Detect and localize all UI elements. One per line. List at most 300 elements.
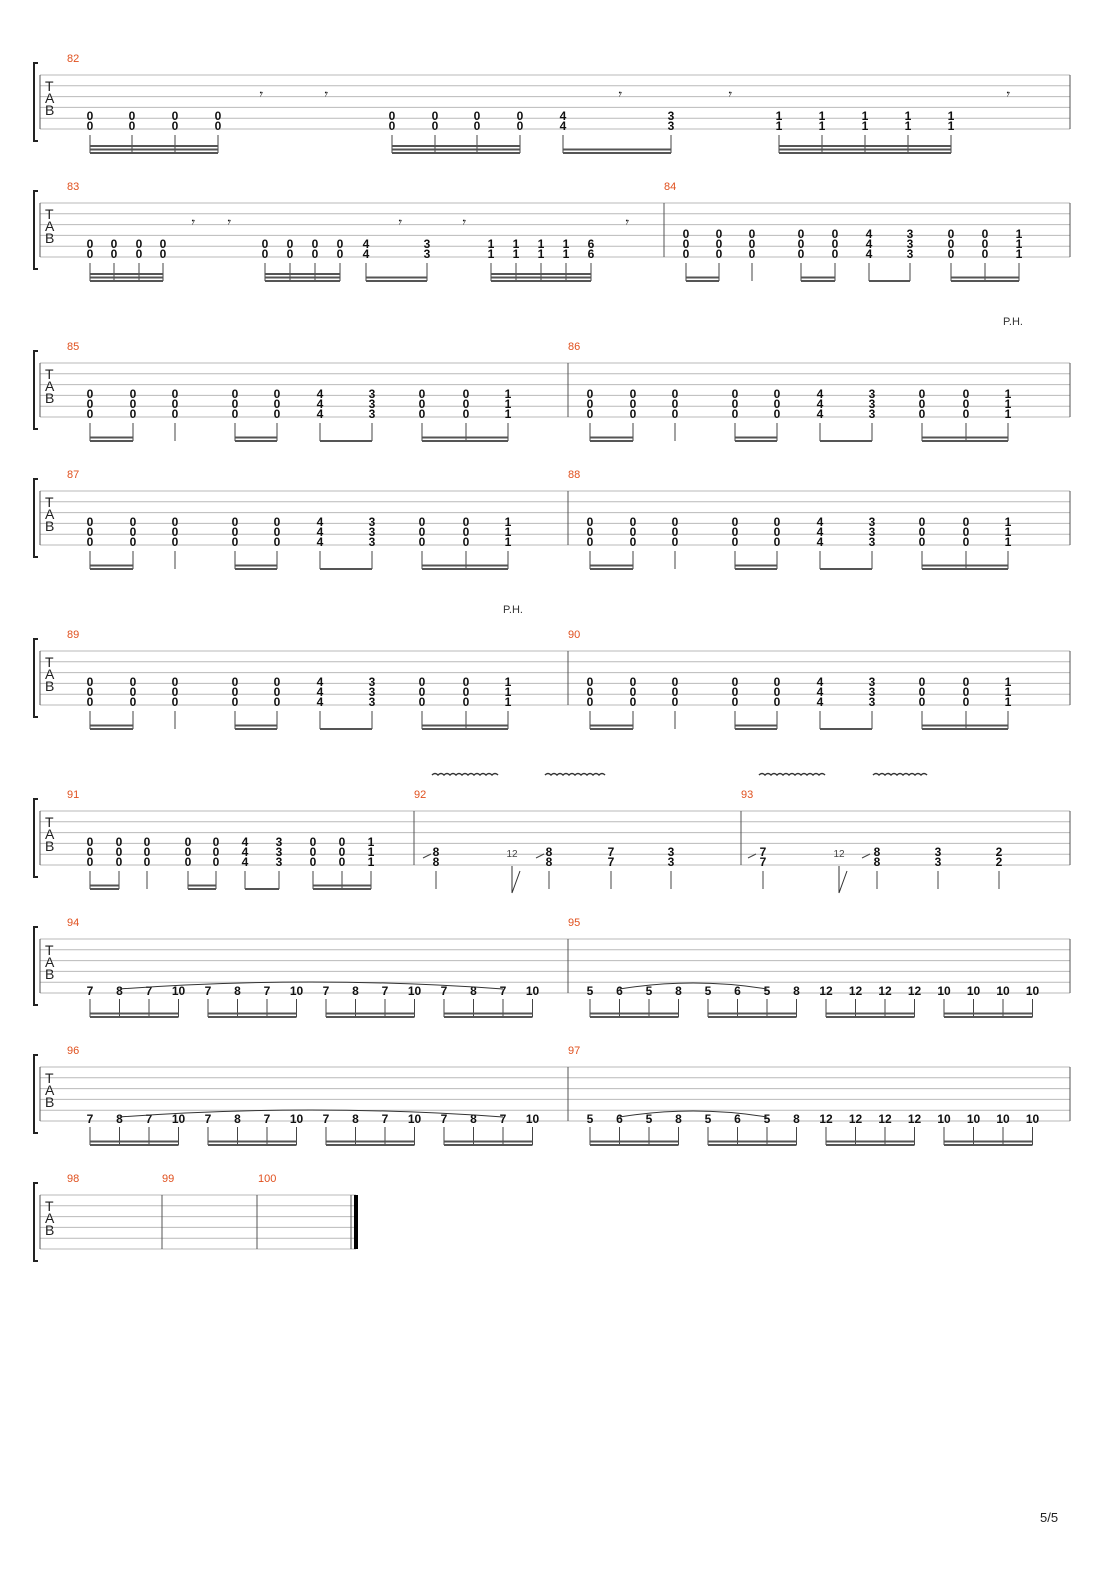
fret-number: 4 bbox=[865, 237, 873, 251]
fret-number: 1 bbox=[1004, 685, 1012, 699]
tremolo-mark bbox=[839, 866, 847, 893]
fret-number: 7 bbox=[263, 984, 271, 998]
fret-number: 3 bbox=[868, 525, 876, 539]
fret-number: 0 bbox=[671, 525, 679, 539]
fret-number: 0 bbox=[273, 407, 281, 421]
fret-number: 0 bbox=[135, 237, 143, 251]
fret-number: 0 bbox=[962, 535, 970, 549]
fret-number: 1 bbox=[1015, 237, 1023, 251]
vibrato-mark bbox=[432, 774, 498, 776]
fret-number: 0 bbox=[311, 247, 319, 261]
fret-number: 8 bbox=[116, 1112, 123, 1126]
fret-number: 0 bbox=[171, 119, 179, 133]
fret-number: 7 bbox=[145, 1112, 153, 1126]
fret-number: 8 bbox=[545, 855, 553, 869]
fret-number: 0 bbox=[731, 387, 739, 401]
fret-number: 0 bbox=[231, 397, 239, 411]
fret-number: 8 bbox=[675, 984, 682, 998]
measure-number: 87 bbox=[67, 469, 80, 481]
fret-number: 0 bbox=[431, 119, 439, 133]
fret-number: 0 bbox=[143, 835, 151, 849]
fret-number: 0 bbox=[231, 695, 239, 709]
measure-number: 94 bbox=[67, 917, 80, 929]
fret-number: 3 bbox=[275, 845, 283, 859]
fret-number: 0 bbox=[586, 685, 594, 699]
fret-number: 3 bbox=[368, 675, 376, 689]
rest-symbol: 𝄾 bbox=[323, 87, 327, 103]
staff-bracket bbox=[34, 351, 38, 429]
tab-clef-a: A bbox=[45, 90, 55, 106]
fret-number: 1 bbox=[487, 237, 495, 251]
page-number: 5/5 bbox=[1040, 1510, 1059, 1525]
fret-number: 4 bbox=[816, 685, 824, 699]
fret-number: 5 bbox=[645, 1112, 653, 1126]
fret-number: 0 bbox=[418, 525, 426, 539]
fret-number: 0 bbox=[171, 407, 179, 421]
fret-number: 0 bbox=[586, 675, 594, 689]
fret-number: 0 bbox=[462, 407, 470, 421]
fret-number: 0 bbox=[418, 685, 426, 699]
fret-number: 4 bbox=[316, 407, 324, 421]
fret-number: 0 bbox=[731, 525, 739, 539]
fret-number: 8 bbox=[432, 855, 440, 869]
fret-number: 0 bbox=[773, 407, 781, 421]
tab-clef-a: A bbox=[45, 506, 55, 522]
fret-number: 7 bbox=[204, 984, 212, 998]
fret-number: 6 bbox=[587, 247, 595, 261]
fret-number: 4 bbox=[816, 515, 824, 529]
tab-clef-a: A bbox=[45, 1210, 55, 1226]
fret-number: 0 bbox=[629, 397, 637, 411]
fret-number: 0 bbox=[671, 397, 679, 411]
fret-number: 0 bbox=[86, 109, 94, 123]
fret-number: 0 bbox=[962, 685, 970, 699]
fret-number: 10 bbox=[996, 1112, 1010, 1126]
fret-number: 3 bbox=[368, 535, 376, 549]
fret-number: 0 bbox=[715, 227, 723, 241]
fret-number: 0 bbox=[231, 525, 239, 539]
tab-clef-a: A bbox=[45, 954, 55, 970]
fret-number: 0 bbox=[629, 525, 637, 539]
fret-number: 0 bbox=[418, 675, 426, 689]
fret-number: 0 bbox=[129, 515, 137, 529]
fret-number: 0 bbox=[831, 237, 839, 251]
fret-number: 12 bbox=[819, 984, 833, 998]
fret-number: 0 bbox=[86, 119, 94, 133]
fret-number: 1 bbox=[562, 237, 570, 251]
fret-number: 0 bbox=[671, 695, 679, 709]
fret-number: 0 bbox=[184, 855, 192, 869]
tab-clef-t: T bbox=[45, 366, 54, 382]
fret-number: 8 bbox=[234, 1112, 241, 1126]
fret-number: 0 bbox=[171, 675, 179, 689]
fret-number: 0 bbox=[336, 237, 344, 251]
fret-number: 0 bbox=[671, 387, 679, 401]
fret-number: 0 bbox=[129, 397, 137, 411]
tab-clef-t: T bbox=[45, 1070, 54, 1086]
fret-number: 0 bbox=[261, 237, 269, 251]
tab-clef-b: B bbox=[45, 1094, 55, 1110]
fret-number: 3 bbox=[368, 515, 376, 529]
fret-number: 0 bbox=[731, 397, 739, 411]
fret-number: 0 bbox=[586, 397, 594, 411]
fret-number: 0 bbox=[715, 237, 723, 251]
tab-clef-b: B bbox=[45, 838, 55, 854]
vibrato-mark bbox=[759, 774, 825, 776]
fret-number: 0 bbox=[309, 855, 317, 869]
tab-clef-t: T bbox=[45, 654, 54, 670]
fret-number: 8 bbox=[675, 1112, 682, 1126]
fret-number: 0 bbox=[273, 535, 281, 549]
fret-number: 3 bbox=[667, 855, 675, 869]
fret-number: 0 bbox=[773, 387, 781, 401]
staff-bracket bbox=[34, 639, 38, 717]
tab-clef-t: T bbox=[45, 494, 54, 510]
fret-number: 1 bbox=[818, 109, 826, 123]
fret-number: 0 bbox=[273, 525, 281, 539]
fret-number: 12 bbox=[907, 984, 922, 998]
fret-number: 1 bbox=[504, 535, 512, 549]
tab-clef-a: A bbox=[45, 1082, 55, 1098]
fret-number: 0 bbox=[273, 387, 281, 401]
measure-number: 91 bbox=[67, 789, 80, 801]
fret-number: 0 bbox=[86, 845, 94, 859]
measure-number: 97 bbox=[568, 1045, 581, 1057]
tab-clef-t: T bbox=[45, 1198, 54, 1214]
fret-number: 0 bbox=[629, 407, 637, 421]
fret-number: 0 bbox=[981, 247, 989, 261]
fret-number: 0 bbox=[947, 237, 955, 251]
fret-number: 0 bbox=[731, 535, 739, 549]
fret-number: 3 bbox=[868, 535, 876, 549]
fret-number: 1 bbox=[947, 109, 955, 123]
fret-number: 0 bbox=[231, 675, 239, 689]
fret-number: 0 bbox=[731, 685, 739, 699]
fret-number: 0 bbox=[86, 397, 94, 411]
fret-number: 1 bbox=[512, 237, 520, 251]
fret-number: 0 bbox=[462, 397, 470, 411]
fret-number: 0 bbox=[184, 845, 192, 859]
measure-number: 88 bbox=[568, 469, 581, 481]
fret-number: 0 bbox=[918, 685, 926, 699]
fret-number: 0 bbox=[962, 695, 970, 709]
fret-number: 0 bbox=[947, 227, 955, 241]
fret-number: 4 bbox=[362, 247, 370, 261]
fret-number: 0 bbox=[86, 535, 94, 549]
fret-number: 0 bbox=[129, 407, 137, 421]
fret-number: 10 bbox=[525, 1112, 540, 1126]
fret-number: 0 bbox=[171, 515, 179, 529]
fret-number: 1 bbox=[861, 109, 869, 123]
fret-number: 4 bbox=[816, 675, 824, 689]
fret-number: 3 bbox=[368, 407, 376, 421]
fret-number: 1 bbox=[1004, 397, 1012, 411]
fret-number: 1 bbox=[1015, 247, 1023, 261]
fret-number: 0 bbox=[231, 515, 239, 529]
fret-number: 4 bbox=[316, 387, 324, 401]
fret-number: 3 bbox=[868, 685, 876, 699]
fret-number: 0 bbox=[671, 675, 679, 689]
fret-number: 0 bbox=[143, 845, 151, 859]
fret-number: 0 bbox=[388, 119, 396, 133]
rest-symbol: 𝄾 bbox=[624, 215, 628, 231]
fret-number: 4 bbox=[316, 535, 324, 549]
fret-number: 5 bbox=[704, 984, 712, 998]
fret-number: 0 bbox=[797, 237, 805, 251]
tab-clef-b: B bbox=[45, 678, 55, 694]
fret-number: 1 bbox=[1004, 535, 1012, 549]
fret-number: 0 bbox=[918, 397, 926, 411]
fret-number: 0 bbox=[115, 845, 123, 859]
fret-number: 3 bbox=[667, 119, 675, 133]
fret-number: 0 bbox=[918, 407, 926, 421]
fret-number: 0 bbox=[171, 387, 179, 401]
fret-number: 0 bbox=[129, 675, 137, 689]
fret-number: 1 bbox=[904, 109, 912, 123]
fret-number: 0 bbox=[184, 835, 192, 849]
fret-number: 1 bbox=[1015, 227, 1023, 241]
fret-number: 1 bbox=[504, 695, 512, 709]
fret-number: 0 bbox=[797, 227, 805, 241]
fret-number: 7 bbox=[499, 984, 507, 998]
fret-number: 3 bbox=[667, 109, 675, 123]
fret-number: 0 bbox=[128, 109, 136, 123]
fret-number: 0 bbox=[338, 845, 346, 859]
fret-number: 0 bbox=[473, 119, 481, 133]
fret-number: 1 bbox=[537, 237, 545, 251]
fret-number: 2 bbox=[995, 845, 1003, 859]
fret-number: 7 bbox=[440, 984, 448, 998]
fret-number: 0 bbox=[462, 515, 470, 529]
measure-number: 85 bbox=[67, 341, 80, 353]
fret-number: 0 bbox=[682, 247, 690, 261]
fret-number: 4 bbox=[241, 845, 249, 859]
fret-number: 5 bbox=[704, 1112, 712, 1126]
fret-number: 4 bbox=[316, 397, 324, 411]
staff-bracket bbox=[34, 479, 38, 557]
fret-number: 3 bbox=[906, 227, 914, 241]
fret-number: 0 bbox=[286, 237, 294, 251]
fret-number: 0 bbox=[773, 675, 781, 689]
fret-number: 1 bbox=[1004, 515, 1012, 529]
fret-number: 8 bbox=[793, 984, 800, 998]
fret-number: 0 bbox=[715, 247, 723, 261]
fret-number: 3 bbox=[934, 855, 942, 869]
fret-number: 3 bbox=[868, 515, 876, 529]
fret-number: 5 bbox=[586, 984, 594, 998]
fret-number: 0 bbox=[338, 855, 346, 869]
fret-number: 0 bbox=[231, 535, 239, 549]
fret-number: 3 bbox=[868, 407, 876, 421]
fret-number: 3 bbox=[868, 397, 876, 411]
staff-bracket bbox=[34, 927, 38, 1005]
fret-number: 1 bbox=[504, 387, 512, 401]
tab-clef-t: T bbox=[45, 78, 54, 94]
fret-number: 4 bbox=[816, 695, 824, 709]
fret-number: 12 bbox=[848, 1112, 863, 1126]
measure-number: 84 bbox=[664, 181, 677, 193]
fret-number: 0 bbox=[143, 855, 151, 869]
fret-number: 12 bbox=[878, 984, 892, 998]
fret-number: 0 bbox=[231, 407, 239, 421]
fret-number: 1 bbox=[504, 675, 512, 689]
fret-number: 0 bbox=[86, 695, 94, 709]
fret-number: 4 bbox=[816, 397, 824, 411]
fret-number: 0 bbox=[918, 695, 926, 709]
fret-number: 10 bbox=[966, 1112, 981, 1126]
fret-number: 0 bbox=[748, 237, 756, 251]
fret-number: 1 bbox=[947, 119, 955, 133]
fret-number: 7 bbox=[322, 984, 330, 998]
fret-number: 0 bbox=[586, 695, 594, 709]
fret-number: 5 bbox=[645, 984, 653, 998]
measure-number: 99 bbox=[162, 1173, 175, 1185]
fret-number: 1 bbox=[487, 247, 495, 261]
palm-harmonic-label: P.H. bbox=[503, 604, 523, 616]
fret-number: 0 bbox=[86, 835, 94, 849]
fret-number: 3 bbox=[275, 855, 283, 869]
fret-number: 0 bbox=[918, 387, 926, 401]
fret-number: 0 bbox=[418, 407, 426, 421]
fret-number: 1 bbox=[818, 119, 826, 133]
fret-number: 4 bbox=[816, 525, 824, 539]
fret-number: 0 bbox=[473, 109, 481, 123]
fret-number: 10 bbox=[937, 984, 951, 998]
measure-number: 92 bbox=[414, 789, 427, 801]
tab-clef-b: B bbox=[45, 518, 55, 534]
fret-number: 0 bbox=[231, 387, 239, 401]
fret-number: 0 bbox=[388, 109, 396, 123]
fret-number: 0 bbox=[86, 515, 94, 529]
tab-clef-b: B bbox=[45, 1222, 55, 1238]
fret-number: 0 bbox=[171, 525, 179, 539]
fret-number: 0 bbox=[671, 407, 679, 421]
fret-number: 0 bbox=[129, 525, 137, 539]
fret-number: 0 bbox=[586, 387, 594, 401]
fret-number: 12 bbox=[878, 1112, 892, 1126]
fret-number: 1 bbox=[562, 247, 570, 261]
fret-number: 0 bbox=[831, 227, 839, 241]
fret-number: 0 bbox=[129, 685, 137, 699]
fret-number: 0 bbox=[273, 397, 281, 411]
fret-number: 0 bbox=[462, 685, 470, 699]
fret-number: 1 bbox=[775, 119, 783, 133]
fret-number: 0 bbox=[86, 675, 94, 689]
fret-number: 0 bbox=[962, 675, 970, 689]
fret-number: 7 bbox=[607, 845, 615, 859]
fret-number: 0 bbox=[110, 247, 118, 261]
fret-number: 0 bbox=[86, 855, 94, 869]
fret-number: 0 bbox=[231, 685, 239, 699]
tab-clef-a: A bbox=[45, 666, 55, 682]
fret-number: 7 bbox=[204, 1112, 212, 1126]
fret-number: 0 bbox=[731, 695, 739, 709]
fret-number: 0 bbox=[135, 247, 143, 261]
fret-number: 6 bbox=[616, 1112, 623, 1126]
fret-number: 10 bbox=[289, 1112, 304, 1126]
fret-number-harmonic: 12 bbox=[833, 849, 845, 860]
fret-number: 1 bbox=[775, 109, 783, 123]
fret-number: 1 bbox=[504, 397, 512, 411]
fret-number: 0 bbox=[773, 695, 781, 709]
fret-number: 0 bbox=[86, 247, 94, 261]
fret-number: 0 bbox=[629, 685, 637, 699]
fret-number: 1 bbox=[504, 515, 512, 529]
fret-number: 12 bbox=[848, 984, 863, 998]
fret-number: 8 bbox=[234, 984, 241, 998]
fret-number: 0 bbox=[171, 695, 179, 709]
fret-number: 3 bbox=[868, 387, 876, 401]
fret-number: 0 bbox=[962, 515, 970, 529]
fret-number: 6 bbox=[734, 1112, 741, 1126]
fret-number: 3 bbox=[868, 695, 876, 709]
fret-number: 4 bbox=[241, 855, 249, 869]
palm-harmonic-label: P.H. bbox=[1003, 316, 1023, 328]
fret-number: 0 bbox=[629, 535, 637, 549]
fret-number: 1 bbox=[1004, 387, 1012, 401]
tab-clef-a: A bbox=[45, 218, 55, 234]
fret-number: 0 bbox=[86, 525, 94, 539]
fret-number: 8 bbox=[470, 1112, 477, 1126]
fret-number: 0 bbox=[773, 515, 781, 529]
fret-number: 0 bbox=[918, 675, 926, 689]
fret-number: 10 bbox=[1025, 984, 1040, 998]
slur-mark bbox=[620, 1111, 768, 1117]
fret-number: 0 bbox=[214, 109, 222, 123]
fret-number: 1 bbox=[512, 247, 520, 261]
measure-number: 95 bbox=[568, 917, 581, 929]
fret-number: 0 bbox=[682, 237, 690, 251]
tab-clef-b: B bbox=[45, 230, 55, 246]
fret-number: 4 bbox=[865, 227, 873, 241]
fret-number: 6 bbox=[616, 984, 623, 998]
fret-number: 0 bbox=[418, 535, 426, 549]
fret-number: 0 bbox=[212, 835, 220, 849]
fret-number: 2 bbox=[995, 855, 1003, 869]
fret-number: 0 bbox=[128, 119, 136, 133]
measure-number: 93 bbox=[741, 789, 754, 801]
fret-number: 12 bbox=[819, 1112, 833, 1126]
fret-number: 10 bbox=[996, 984, 1010, 998]
fret-number: 0 bbox=[462, 387, 470, 401]
fret-number: 1 bbox=[367, 845, 375, 859]
measure-number: 90 bbox=[568, 629, 581, 641]
staff-bracket bbox=[34, 63, 38, 141]
measure-number: 86 bbox=[568, 341, 581, 353]
tab-clef-b: B bbox=[45, 966, 55, 982]
fret-number: 7 bbox=[440, 1112, 448, 1126]
fret-number: 0 bbox=[462, 675, 470, 689]
fret-number: 0 bbox=[159, 247, 167, 261]
fret-number: 0 bbox=[731, 407, 739, 421]
fret-number: 0 bbox=[418, 695, 426, 709]
fret-number: 10 bbox=[171, 1112, 186, 1126]
fret-number: 8 bbox=[352, 1112, 359, 1126]
fret-number: 0 bbox=[962, 387, 970, 401]
fret-number: 0 bbox=[159, 237, 167, 251]
staff-bracket bbox=[34, 1183, 38, 1261]
fret-number: 1 bbox=[504, 685, 512, 699]
fret-number: 8 bbox=[545, 845, 553, 859]
fret-number: 1 bbox=[367, 835, 375, 849]
fret-number: 0 bbox=[586, 525, 594, 539]
fret-number: 0 bbox=[797, 247, 805, 261]
fret-number: 1 bbox=[1004, 525, 1012, 539]
fret-number: 0 bbox=[86, 387, 94, 401]
fret-number: 0 bbox=[918, 535, 926, 549]
fret-number: 12 bbox=[907, 1112, 922, 1126]
fret-number: 4 bbox=[316, 685, 324, 699]
